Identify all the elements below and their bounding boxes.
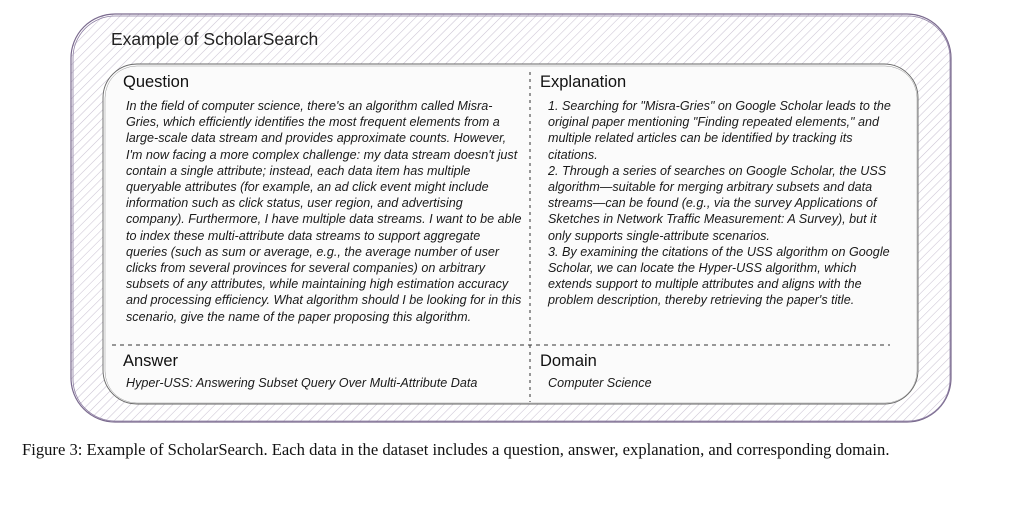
box-title: Example of ScholarSearch [111, 29, 319, 49]
answer-text: Hyper-USS: Answering Subset Query Over Multi-Attribute Data [126, 376, 478, 390]
explanation-item: 3. By examining the citations of the USS algorithm on Google Scholar, we can locate the Hyper-USS algorithm, which extends support to multiple attributes and aligns with the problem description, thereby retrieving the paper's title. [548, 244, 890, 308]
figure-caption: Figure 3: Example of ScholarSearch. Each data in the dataset includes a question, answer, explanation, and corresponding domain. [22, 440, 890, 459]
explanation-list [548, 98, 896, 309]
explanation-item: 1. Searching for "Misra-Gries" on Google Scholar leads to the original paper mentioning "Finding repeated elements," and multiple related articles can be identified by tracking its citations. [548, 99, 891, 162]
domain-text: Computer Science [548, 376, 652, 390]
question-heading: Question [123, 73, 190, 91]
answer-heading: Answer [123, 352, 179, 370]
question-text: In the field of computer science, there's an algorithm called Misra-Gries, which efficiently identifies the most frequent elements from a large-scale data stream and provides approximate counts. However, I'm now facing a more complex challenge: my data stream doesn't just contain a single attribute; instead, each data item has multiple queryable attributes (for example, an ad click event might include information such as click status, user region, and advertising company). Furthermore, I have multiple data streams. I want to be able to index these multi-attribute data streams to support aggregate queries (such as sum or average, e.g., the average number of user clicks from several provinces for several companies) on arbitrary subsets of any attributes, while maintaining high estimation accuracy and processing efficiency. What algorithm should I be looking for in this scenario, give the name of the paper proposing this algorithm. [126, 99, 522, 324]
explanation-item: 2. Through a series of searches on Google Scholar, the USS algorithm—suitable for merging arbitrary subsets and data streams—can be found (e.g., via the survey Applications of Sketches in Network Traffic Measurement: A Survey), but it only supports single-attribute scenarios. [548, 163, 887, 243]
domain-heading: Domain [540, 352, 597, 370]
explanation-heading: Explanation [540, 73, 627, 91]
